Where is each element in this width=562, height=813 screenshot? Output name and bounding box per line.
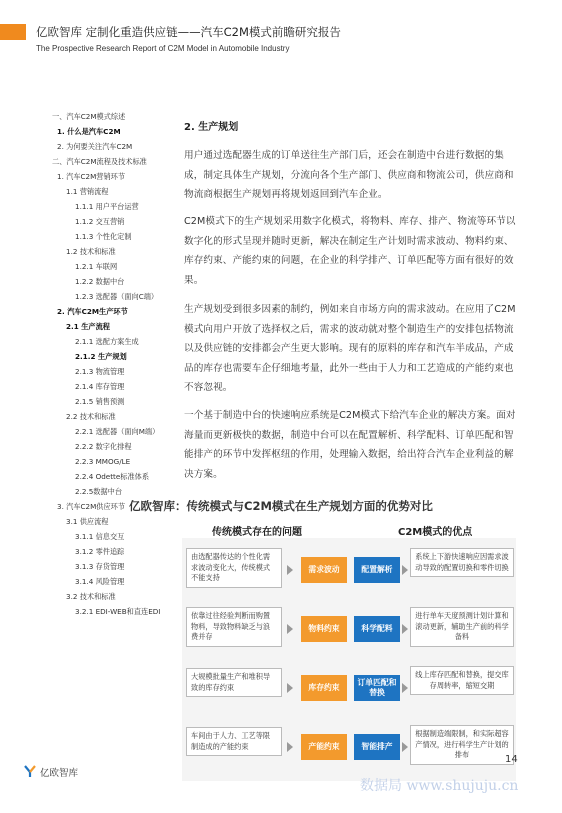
toc-item[interactable]: 2. 为何要关注汽车C2M	[57, 142, 133, 151]
paragraph: 用户通过选配器生成的订单送往生产部门后，还会在制造中台进行数据的集成，制定具体生产规划，分流向各个生产部门、供应商和物流公司，供应商和物流商根据生产规划再将规划返回到汽车企业。	[184, 150, 514, 200]
arrow-right-icon	[287, 624, 293, 634]
toc-item[interactable]: 1.1.1 用户平台运营	[75, 202, 139, 211]
toc-item[interactable]: 2.1 生产流程	[66, 322, 110, 331]
toc-item[interactable]: 2. 汽车C2M生产环节	[57, 307, 128, 316]
toc-item[interactable]: 2.2.2 数字化排程	[75, 442, 132, 451]
advantage-box: 进行单车天度预测计划计算和滚动更新，辅助生产前的科学备料	[410, 607, 514, 647]
page-number: 14	[505, 754, 518, 765]
arrow-right-icon	[402, 683, 408, 693]
toc-item[interactable]: 2.2.5数据中台	[75, 487, 123, 496]
arrow-right-icon	[287, 683, 293, 693]
arrow-right-icon	[287, 742, 293, 752]
toc-item[interactable]: 1.2.2 数据中台	[75, 277, 125, 286]
toc-item[interactable]: 3.2.1 EDI-WEB和直连EDI	[75, 607, 161, 616]
issue-label: 库存约束	[301, 675, 347, 701]
advantage-box: 根据制造端限制，和实际超容产情况，进行科学生产计划的排布	[410, 725, 514, 765]
toc-item[interactable]: 2.2 技术和标准	[66, 412, 116, 421]
toc-item[interactable]: 1.2 技术和标准	[66, 247, 116, 256]
toc-item[interactable]: 3.1.4 风险管理	[75, 577, 125, 586]
header-accent-bar	[0, 24, 26, 40]
arrow-right-icon	[287, 565, 293, 575]
arrow-right-icon	[402, 565, 408, 575]
report-title: 亿欧智库 定制化重造供应链——汽车C2M模式前瞻研究报告	[36, 25, 341, 39]
toc-item[interactable]: 1.1.2 交互营销	[75, 217, 125, 226]
section-title: 2. 生产规划	[184, 122, 239, 133]
figure-title: 亿欧智库：传统模式与C2M模式在生产规划方面的优势对比	[129, 499, 433, 513]
solution-label: 智能排产	[354, 734, 400, 760]
toc-item[interactable]: 1.1.3 个性化定制	[75, 232, 132, 241]
toc-item[interactable]: 1.2.1 车联网	[75, 262, 118, 271]
brand-logo-icon	[24, 765, 37, 778]
toc-item[interactable]: 2.2.4 Odette标准体系	[75, 472, 150, 481]
toc-item[interactable]: 2.2.3 MMOG/LE	[75, 457, 131, 466]
advantage-box: 线上库存匹配和替换，提交库存周转率，缩短交期	[410, 666, 514, 695]
toc-item[interactable]: 2.1.2 生产规划	[75, 352, 127, 361]
toc-item[interactable]: 3. 汽车C2M供应环节	[57, 502, 126, 511]
toc-item[interactable]: 2.1.1 选配方案生成	[75, 337, 139, 346]
toc-item[interactable]: 2.1.3 物流管理	[75, 367, 125, 376]
toc-item[interactable]: 2.2.1 选配器（面向M端）	[75, 427, 160, 436]
issue-label: 产能约束	[301, 734, 347, 760]
toc-item[interactable]: 3.2 技术和标准	[66, 592, 116, 601]
toc-item[interactable]: 3.1.2 零件追踪	[75, 547, 125, 556]
toc-item[interactable]: 3.1.1 信息交互	[75, 532, 125, 541]
issue-label: 物料约束	[301, 616, 347, 642]
arrow-right-icon	[402, 624, 408, 634]
paragraph: 生产规划受到很多因素的制约，例如来自市场方向的需求波动。在应用了C2M模式向用户开放了选择权之后，需求的波动就对整个制造生产的安排包括物流以及供应链的安排都会产生更大影响。现有的原料的库存和汽车半成品，产成品的库存也需要车企仔细地考量，此外一些由于人力和工艺造成的产能约束也不容忽视。	[184, 304, 516, 393]
toc-item[interactable]: 一、汽车C2M模式综述	[52, 112, 126, 121]
footer-brand: 亿欧智库	[40, 768, 79, 779]
problem-box: 依靠过往经验判断而购置物料，导致物料缺乏与浪费并存	[186, 607, 282, 647]
problem-box: 大规模批量生产和堆积导致的库存约束	[186, 668, 282, 697]
toc-item[interactable]: 二、汽车C2M流程及技术标准	[52, 157, 147, 166]
toc-item[interactable]: 3.1 供应流程	[66, 517, 109, 526]
toc-item[interactable]: 1. 汽车C2M营销环节	[57, 172, 126, 181]
toc-item[interactable]: 2.1.5 销售预测	[75, 397, 125, 406]
toc-item[interactable]: 1.2.3 选配器（面向C端）	[75, 292, 159, 301]
column-header-problems: 传统模式存在的问题	[212, 527, 302, 538]
toc-item[interactable]: 3.1.3 存货管理	[75, 562, 125, 571]
watermark: 数据局 www.shujuju.cn	[360, 778, 519, 794]
solution-label: 科学配料	[354, 616, 400, 642]
solution-label: 配置解析	[354, 557, 400, 583]
problem-box: 由选配器传达的个性化需求波动变化大，传统模式不能支持	[186, 548, 282, 588]
advantage-box: 系统上下游快速响应因需求波动导致的配置切换和零件切换	[410, 548, 514, 577]
issue-label: 需求波动	[301, 557, 347, 583]
report-subtitle: The Prospective Research Report of C2M Model in Automobile Industry	[36, 44, 290, 53]
paragraph: C2M模式下的生产规划采用数字化模式，将物料、库存、排产、物流等环节以数字化的形式呈现并随时更新，解决在制定生产计划时需求波动、物料约束、库存约束、产能约束的问题，在企业的科学排产、订单匹配等方面有很好的效果。	[184, 216, 516, 286]
toc-item[interactable]: 2.1.4 库存管理	[75, 382, 125, 391]
solution-label: 订单匹配和替换	[354, 675, 400, 701]
problem-box: 车间由于人力、工艺等限制造成的产能约束	[186, 727, 282, 756]
arrow-right-icon	[402, 742, 408, 752]
toc-item[interactable]: 1. 什么是汽车C2M	[57, 127, 121, 136]
toc-item[interactable]: 1.1 营销流程	[66, 187, 109, 196]
paragraph: 一个基于制造中台的快速响应系统是C2M模式下给汽车企业的解决方案。面对海量而更新极快的数据，制造中台可以在配置解析、科学配料、订单匹配和智能排产的环节中发挥枢纽的作用，处理输入数据，给出符合汽车企业利益的解决方案。	[184, 410, 516, 480]
column-header-advantages: C2M模式的优点	[398, 527, 473, 538]
